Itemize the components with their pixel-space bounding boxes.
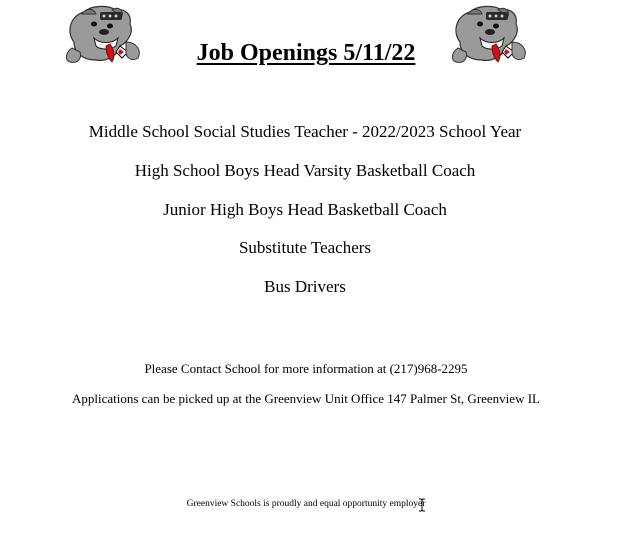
applications-info: Applications can be picked up at the Greenview Unit Office 147 Palmer St, Greenview IL [72, 391, 540, 406]
contact-info: Please Contact School for more information at (217)968-2295 [144, 361, 468, 376]
job-opening-item: Bus Drivers [264, 277, 346, 296]
job-opening-item: Middle School Social Studies Teacher - 2022/2023 School Year [88, 122, 522, 141]
job-opening-item: High School Boys Head Varsity Basketball Coach [134, 161, 476, 180]
page-title: Job Openings 5/11/22 [196, 40, 416, 66]
text-cursor-icon [418, 498, 426, 512]
job-opening-item: Substitute Teachers [238, 238, 372, 257]
job-opening-item: Junior High Boys Head Basketball Coach [163, 200, 447, 219]
footer-text: Greenview Schools is proudly and equal opportunity employer [186, 499, 426, 509]
